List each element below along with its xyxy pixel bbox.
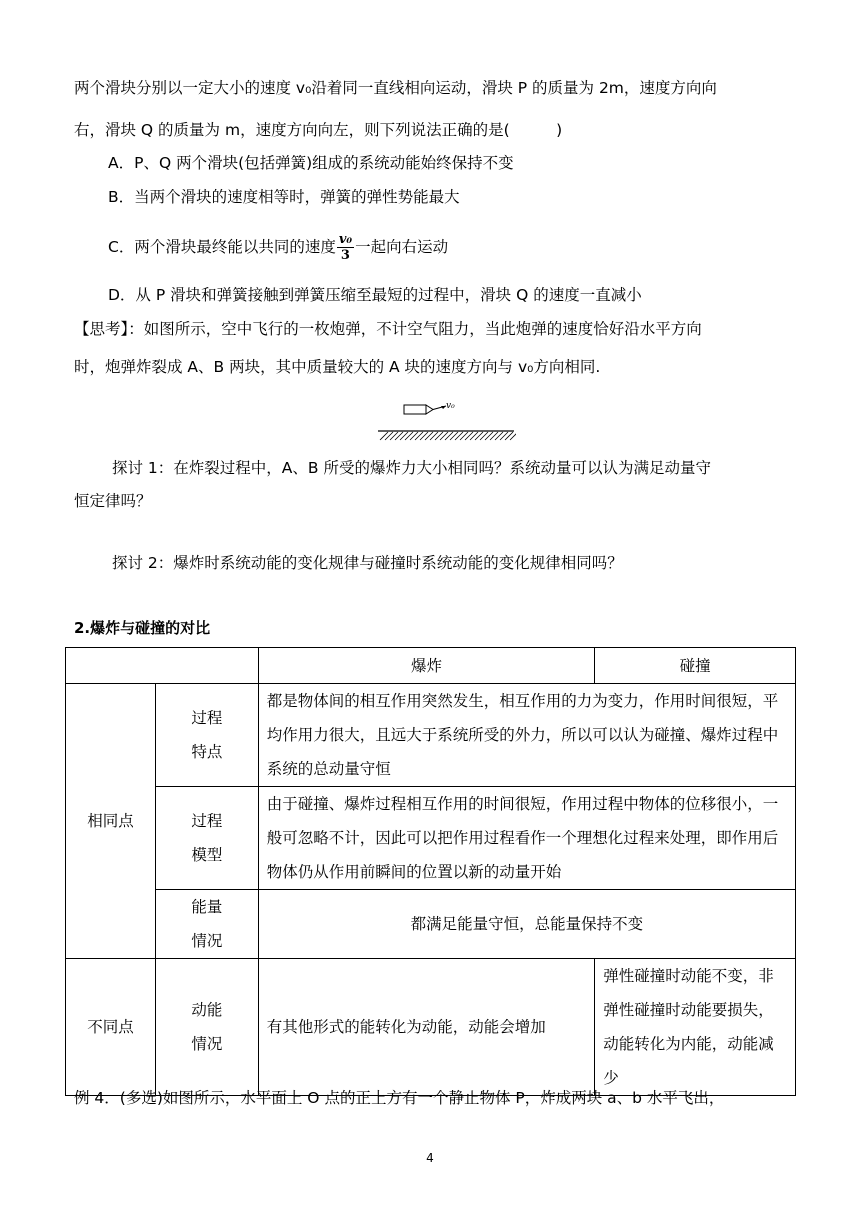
question-1-line-1: 探讨 1：在炸裂过程中，A、B 所受的爆炸力大小相同吗？系统动量可以认为满足动量守 — [112, 459, 711, 477]
hatch-mark — [470, 432, 478, 440]
fraction-numerator: v₀ — [338, 232, 353, 247]
question-1-line-2: 恒定律吗？ — [74, 492, 152, 510]
fraction-v0-over-3 — [337, 232, 354, 263]
option-c-tail: 一起向右运动 — [355, 238, 449, 256]
process-feature-label: 过程 特点 — [155, 684, 258, 787]
hatch-mark — [400, 432, 408, 440]
example-4: 例 4．(多选)如图所示，水平面上 O 点的正上方有一个静止物体 P，炸成两块 a、b 水平飞出， — [74, 1089, 725, 1107]
ground-hatching — [380, 432, 516, 440]
section-heading: 2.爆炸与碰撞的对比 — [74, 619, 211, 637]
hatch-mark — [455, 432, 463, 440]
velocity-label: v₀ — [446, 401, 455, 411]
hatch-mark — [425, 432, 433, 440]
hatch-mark — [430, 432, 438, 440]
energy-text: 都满足能量守恒，总能量保持不变 — [258, 890, 795, 959]
hatch-mark — [510, 432, 516, 440]
hatch-mark — [450, 432, 458, 440]
hatch-mark — [500, 432, 508, 440]
table-row — [66, 890, 796, 959]
option-b: B．当两个滑块的速度相等时，弹簧的弹性势能最大 — [108, 188, 460, 206]
hatch-mark — [395, 432, 403, 440]
think-line-1: 【思考】：如图所示，空中飞行的一枚炮弹，不计空气阻力，当此炮弹的速度恰好沿水平方向 — [74, 320, 702, 338]
hatch-mark — [475, 432, 483, 440]
hatch-mark — [440, 432, 448, 440]
header-explode: 爆炸 — [258, 648, 594, 684]
shell-nose — [426, 405, 433, 414]
hatch-mark — [405, 432, 413, 440]
header-empty-cell — [66, 648, 259, 684]
table-header-row — [66, 648, 796, 684]
hatch-mark — [460, 432, 468, 440]
hatch-mark — [415, 432, 423, 440]
table-row — [66, 787, 796, 890]
option-c — [108, 232, 448, 263]
hatch-mark — [505, 432, 513, 440]
hatch-mark — [480, 432, 488, 440]
process-model-label: 过程 模型 — [155, 787, 258, 890]
kinetic-energy-collide: 弹性碰撞时动能不变，非弹性碰撞时动能要损失，动能转化为内能，动能减少 — [595, 959, 796, 1096]
hatch-mark — [410, 432, 418, 440]
option-d: D．从 P 滑块和弹簧接触到弹簧压缩至最短的过程中，滑块 Q 的速度一直减小 — [108, 286, 642, 304]
kinetic-energy-explode: 有其他形式的能转化为动能，动能会增加 — [258, 959, 594, 1096]
shell-figure — [376, 398, 516, 444]
header-collide: 碰撞 — [595, 648, 796, 684]
option-c-text: C．两个滑块最终能以共同的速度 — [108, 238, 336, 256]
question-2: 探讨 2：爆炸时系统动能的变化规律与碰撞时系统动能的变化规律相同吗？ — [112, 554, 623, 572]
hatch-mark — [385, 432, 393, 440]
hatch-mark — [445, 432, 453, 440]
hatch-mark — [490, 432, 498, 440]
question-line-1: 两个滑块分别以一定大小的速度 v₀沿着同一直线相向运动，滑块 P 的质量为 2m，速度方向向 — [74, 79, 717, 97]
kinetic-energy-label: 动能 情况 — [155, 959, 258, 1096]
page-number: 4 — [426, 1151, 434, 1165]
question-line-2: 右，滑块 Q 的质量为 m，速度方向向左，则下列说法正确的是( ) — [74, 121, 563, 139]
hatch-mark — [420, 432, 428, 440]
option-a: A．P、Q 两个滑块(包括弹簧)组成的系统动能始终保持不变 — [108, 154, 514, 172]
table-row — [66, 684, 796, 787]
shell-body — [404, 405, 426, 414]
process-model-text: 由于碰撞、爆炸过程相互作用的时间很短，作用过程中物体的位移很小，一般可忽略不计，因此可以把作用过程看作一个理想化过程来处理，即作用后物体仍从作用前瞬间的位置以新的动量开始 — [258, 787, 795, 890]
comparison-table — [65, 647, 796, 1096]
energy-label: 能量 情况 — [155, 890, 258, 959]
hatch-mark — [380, 432, 388, 440]
table-row — [66, 959, 796, 1096]
think-line-2: 时，炮弹炸裂成 A、B 两块，其中质量较大的 A 块的速度方向与 v₀方向相同. — [74, 358, 601, 376]
different-points-label: 不同点 — [66, 959, 156, 1096]
process-feature-text: 都是物体间的相互作用突然发生，相互作用的力为变力，作用时间很短，平均作用力很大，且远大于系统所受的外力，所以可以认为碰撞、爆炸过程中系统的总动量守恒 — [258, 684, 795, 787]
hatch-mark — [390, 432, 398, 440]
hatch-mark — [495, 432, 503, 440]
hatch-mark — [435, 432, 443, 440]
fraction-denominator: 3 — [340, 248, 350, 263]
hatch-mark — [465, 432, 473, 440]
same-points-label: 相同点 — [66, 684, 156, 959]
hatch-mark — [485, 432, 493, 440]
